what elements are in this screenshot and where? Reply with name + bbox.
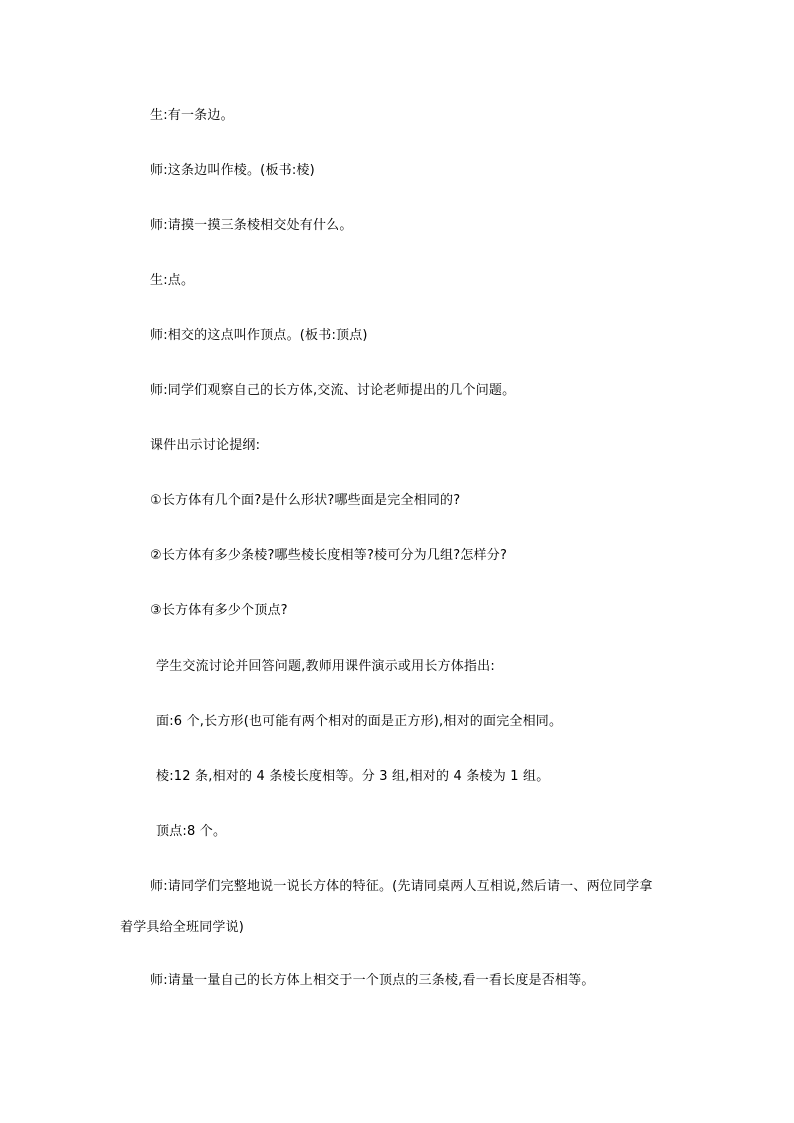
- paragraph-student-discuss: 学生交流讨论并回答问题,教师用课件演示或用长方体指出:: [156, 659, 495, 674]
- paragraph-teacher-features: 师:请同学们完整地说一说长方体的特征。(先请同桌两人互相说,然后请一、两位同学拿: [150, 879, 653, 894]
- paragraph-student-edge: 生:有一条边。: [150, 108, 234, 123]
- paragraph-teacher-touch: 师:请摸一摸三条棱相交处有什么。: [150, 218, 353, 233]
- paragraph-teacher-observe: 师:同学们观察自己的长方体,交流、讨论老师提出的几个问题。: [150, 383, 516, 398]
- answer-faces: 面:6 个,长方形(也可能有两个相对的面是正方形),相对的面完全相同。: [156, 714, 563, 729]
- paragraph-student-point: 生:点。: [150, 273, 195, 288]
- outline-item-edges: ②长方体有多少条棱?哪些棱长度相等?棱可分为几组?怎样分?: [150, 548, 508, 563]
- paragraph-teacher-measure: 师:请量一量自己的长方体上相交于一个顶点的三条棱,看一看长度是否相等。: [150, 973, 595, 988]
- outline-item-vertices: ③长方体有多少个顶点?: [150, 603, 288, 618]
- paragraph-teacher-vertex: 师:相交的这点叫作顶点。(板书:顶点): [150, 328, 368, 343]
- answer-edges: 棱:12 条,相对的 4 条棱长度相等。分 3 组,相对的 4 条棱为 1 组。: [156, 769, 550, 784]
- paragraph-teacher-edge-name: 师:这条边叫作棱。(板书:棱): [150, 163, 315, 178]
- outline-item-faces: ①长方体有几个面?是什么形状?哪些面是完全相同的?: [150, 493, 461, 508]
- answer-vertices: 顶点:8 个。: [156, 824, 227, 839]
- paragraph-outline-title: 课件出示讨论提纲:: [150, 438, 261, 453]
- paragraph-teacher-features-cont: 着学具给全班同学说): [120, 920, 245, 935]
